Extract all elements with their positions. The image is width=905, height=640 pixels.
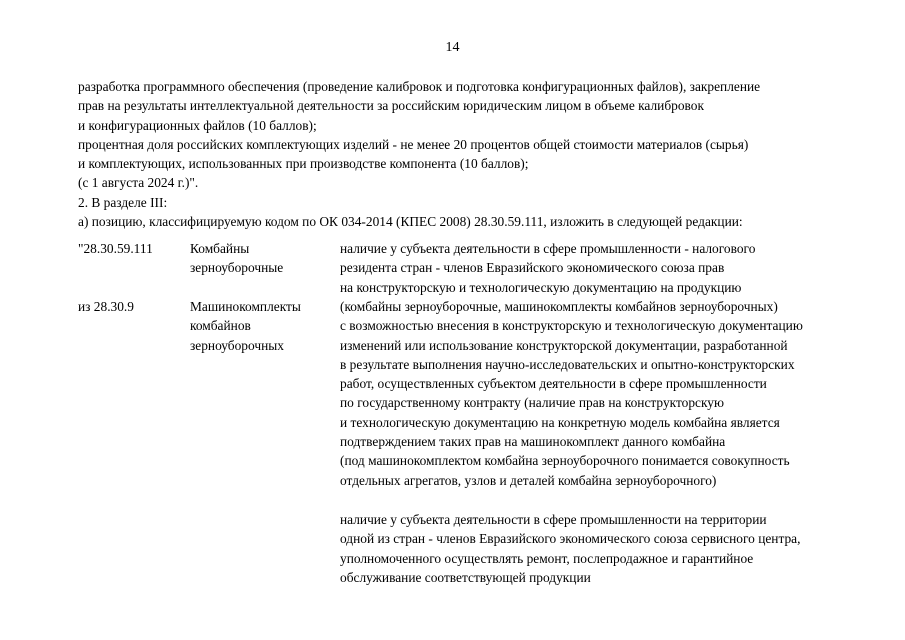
- row-name: [190, 297, 340, 355]
- requirement-line: обслуживание соответствующей продукции: [340, 569, 591, 585]
- row-requirement: [340, 297, 870, 490]
- row-name-line: комбайнов: [190, 318, 251, 334]
- requirement-line: изменений или использование конструкторской документации, разработанной: [340, 337, 788, 353]
- intro-line: (с 1 августа 2024 г.)".: [78, 175, 199, 191]
- row-name-line: зерноуборочные: [190, 260, 284, 276]
- row-code: из 28.30.9: [78, 299, 134, 314]
- requirement-line: с возможностью внесения в конструкторскую и технологическую документацию: [340, 318, 803, 334]
- intro-text: [78, 77, 866, 231]
- intro-line: 2. В разделе III:: [78, 194, 168, 210]
- intro-line: и конфигурационных файлов (10 баллов);: [78, 117, 317, 133]
- requirement-line: наличие у субъекта деятельности в сфере промышленности - налогового: [340, 241, 756, 256]
- requirement-line: резидента стран - членов Евразийского экономического союза прав: [340, 260, 725, 276]
- requirement-line: одной из стран - членов Евразийского экономического союза сервисного центра,: [340, 531, 801, 547]
- row-name-line: Комбайны: [190, 241, 250, 256]
- intro-line: разработка программного обеспечения (проведение калибровок и подготовка конфигурационных файлов), закрепление: [78, 79, 761, 94]
- requirement-line: на конструкторскую и технологическую документацию на продукцию: [340, 279, 742, 295]
- table-row: [78, 239, 878, 297]
- row-code: "28.30.59.111: [78, 241, 153, 256]
- service-center-requirement: [340, 510, 878, 587]
- requirement-line: работ, осуществленных субъектом деятельности в сфере промышленности: [340, 376, 767, 392]
- requirement-line: наличие у субъекта деятельности в сфере промышленности на территории: [340, 511, 767, 527]
- row-name: [190, 239, 340, 278]
- row-name-line: Машинокомплекты: [190, 299, 301, 314]
- requirement-line: по государственному контракту (наличие прав на конструкторскую: [340, 395, 724, 411]
- classification-table: [78, 239, 878, 587]
- requirement-line: отдельных агрегатов, узлов и деталей комбайна зерноуборочного): [340, 472, 717, 488]
- intro-line: и комплектующих, использованных при производстве компонента (10 баллов);: [78, 156, 529, 172]
- requirement-line: (комбайны зерноуборочные, машинокомплекты комбайнов зерноуборочных): [340, 299, 778, 314]
- requirement-line: подтверждением таких прав на машинокомплект данного комбайна: [340, 434, 726, 450]
- intro-line: прав на результаты интеллектуальной деятельности за российским юридическим лицом в объеме калибровок: [78, 98, 704, 114]
- requirement-line: и технологическую документацию на конкретную модель комбайна является: [340, 414, 780, 430]
- intro-line: процентная доля российских комплектующих изделий - не менее 20 процентов общей стоимости материалов (сырья): [78, 136, 749, 152]
- requirement-line: в результате выполнения научно-исследовательских и опытно-конструкторских: [340, 356, 795, 372]
- page-number: 14: [445, 40, 460, 55]
- intro-line: а) позицию, классифицируемую кодом по ОК 034-2014 (КПЕС 2008) 28.30.59.111, изложить в следующей редакции:: [78, 214, 743, 230]
- row-requirement: [340, 239, 870, 297]
- requirement-line: (под машинокомплектом комбайна зерноуборочного понимается совокупность: [340, 453, 790, 469]
- row-name-line: зерноуборочных: [190, 337, 284, 353]
- requirement-line: уполномоченного осуществлять ремонт, послепродажное и гарантийное: [340, 550, 754, 566]
- table-row: [78, 297, 878, 490]
